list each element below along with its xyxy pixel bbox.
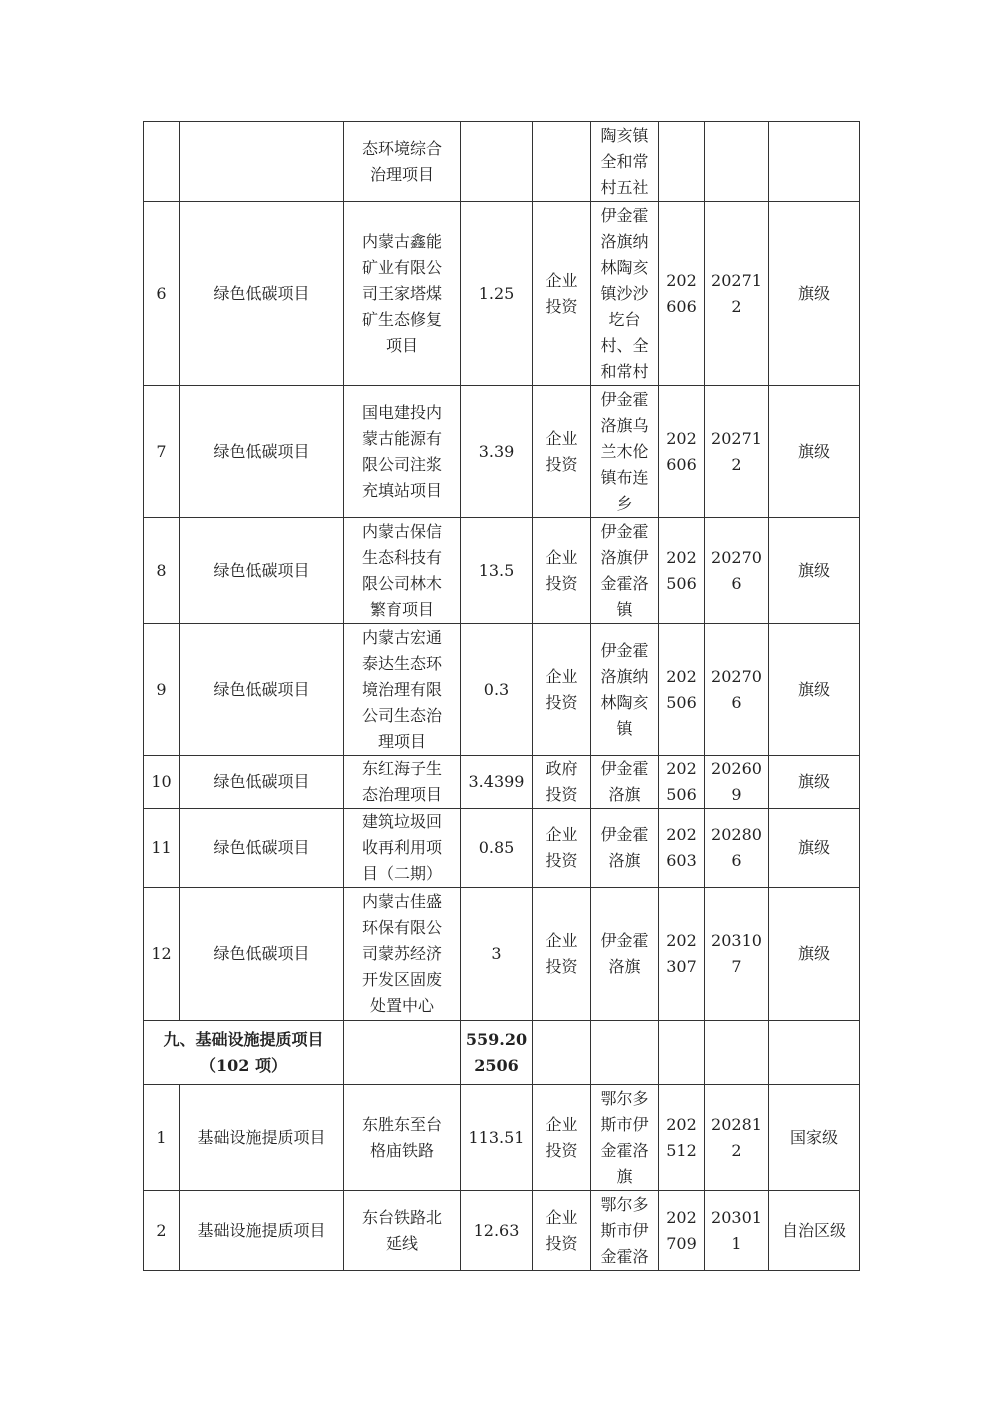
cell-level	[769, 756, 860, 809]
cell-end-text: 20270 6	[711, 547, 762, 593]
cell-end-text: 20270 6	[711, 666, 762, 712]
cell-amount	[461, 888, 533, 1021]
section-amount	[461, 1021, 533, 1085]
cell-type	[533, 624, 591, 756]
cell-no-text: 2	[156, 1220, 167, 1240]
cell-level-text: 旗级	[797, 679, 830, 699]
cell-name	[344, 756, 461, 809]
cell-type-text: 企业 投资	[545, 547, 578, 593]
cell-start	[659, 518, 705, 624]
section-empty-cell	[344, 1021, 461, 1085]
cell-no	[144, 756, 180, 809]
cell-name	[344, 624, 461, 756]
cell-category	[180, 1085, 344, 1191]
section-amount-text: 559.20 2506	[465, 1029, 528, 1075]
cell-start	[659, 1191, 705, 1271]
section-empty-cell	[659, 1021, 705, 1085]
cell-no	[144, 809, 180, 888]
cell-location-text: 伊金霍 洛旗纳 林陶亥 镇	[600, 640, 649, 738]
cell-type	[533, 1191, 591, 1271]
cell-location	[591, 888, 659, 1021]
cell-no-text: 9	[156, 679, 167, 699]
cell-start-text: 202 709	[666, 1207, 697, 1253]
cell-end	[705, 386, 769, 518]
cell-start	[659, 386, 705, 518]
cell-no	[144, 518, 180, 624]
cell-category-text: 绿色低碳项目	[213, 441, 310, 461]
cell-name-text: 内蒙古宏通 泰达生态环 境治理有限 公司生态治 理项目	[361, 627, 442, 751]
cell-location	[591, 386, 659, 518]
cell-name-text: 东胜东至台 格庙铁路	[361, 1114, 442, 1160]
cell-name-text: 东台铁路北 延线	[361, 1207, 442, 1253]
cell-category-text: 基础设施提质项目	[197, 1127, 326, 1147]
cell-level	[769, 202, 860, 386]
cell-location	[591, 809, 659, 888]
table-row	[144, 809, 860, 888]
cell-end-text: 20301 1	[711, 1207, 762, 1253]
cell-name	[344, 809, 461, 888]
cell-amount	[461, 809, 533, 888]
cell-level-text: 旗级	[797, 283, 830, 303]
cell-name-text: 建筑垃圾回 收再利用项 目（二期）	[361, 812, 442, 883]
cell-category	[180, 1191, 344, 1271]
cell-type-text: 企业 投资	[545, 428, 578, 474]
cell-type	[533, 202, 591, 386]
cell-start	[659, 122, 705, 202]
cell-end	[705, 122, 769, 202]
cell-no-text: 8	[156, 560, 167, 580]
cell-location	[591, 122, 659, 202]
cell-category-text: 绿色低碳项目	[213, 679, 310, 699]
cell-level	[769, 888, 860, 1021]
cell-type	[533, 809, 591, 888]
cell-location	[591, 518, 659, 624]
cell-end	[705, 1191, 769, 1271]
cell-end-text: 20271 2	[711, 270, 762, 316]
cell-end	[705, 1085, 769, 1191]
cell-amount	[461, 1085, 533, 1191]
cell-start	[659, 1085, 705, 1191]
table-row	[144, 1191, 860, 1271]
cell-amount	[461, 122, 533, 202]
cell-type	[533, 386, 591, 518]
cell-type	[533, 122, 591, 202]
cell-no	[144, 1085, 180, 1191]
cell-location-text: 伊金霍 洛旗	[600, 931, 649, 976]
cell-level	[769, 122, 860, 202]
cell-amount-text: 3	[491, 944, 502, 963]
cell-amount-text: 3.4399	[468, 772, 525, 791]
cell-name-text: 内蒙古鑫能 矿业有限公 司王家塔煤 矿生态修复 项目	[361, 231, 442, 355]
cell-type-text: 企业 投资	[545, 825, 578, 870]
cell-no	[144, 624, 180, 756]
cell-type-text: 企业 投资	[545, 270, 578, 316]
cell-end	[705, 756, 769, 809]
table-row	[144, 756, 860, 809]
cell-level-text: 自治区级	[781, 1220, 846, 1240]
cell-level-text: 旗级	[797, 944, 830, 963]
cell-no-text: 10	[151, 772, 172, 791]
cell-name-text: 内蒙古佳盛 环保有限公 司蒙苏经济 开发区固废 处置中心	[361, 892, 442, 1015]
cell-no-text: 12	[151, 944, 172, 963]
cell-location-text: 伊金霍 洛旗乌 兰木伦 镇布连 乡	[600, 389, 649, 513]
cell-name	[344, 122, 461, 202]
cell-start	[659, 756, 705, 809]
cell-name	[344, 888, 461, 1021]
cell-type-text: 企业 投资	[545, 666, 578, 712]
cell-category	[180, 624, 344, 756]
cell-location	[591, 756, 659, 809]
cell-end-text: 20281 2	[711, 1114, 762, 1160]
cell-start	[659, 202, 705, 386]
cell-no	[144, 386, 180, 518]
cell-amount-text: 12.63	[473, 1220, 520, 1240]
cell-end	[705, 518, 769, 624]
cell-no-text: 1	[156, 1127, 167, 1147]
cell-category-text: 绿色低碳项目	[213, 772, 310, 791]
cell-category-text: 绿色低碳项目	[213, 560, 310, 580]
section-title	[144, 1021, 344, 1085]
table-row	[144, 1085, 860, 1191]
cell-category	[180, 122, 344, 202]
cell-name-text: 国电建投内 蒙古能源有 限公司注浆 充填站项目	[361, 402, 442, 500]
cell-amount-text: 13.5	[478, 560, 515, 580]
cell-no	[144, 1191, 180, 1271]
cell-start	[659, 624, 705, 756]
cell-category	[180, 518, 344, 624]
cell-end	[705, 624, 769, 756]
cell-level-text: 旗级	[797, 838, 830, 857]
cell-location-text: 伊金霍 洛旗	[600, 759, 649, 804]
cell-start-text: 202 606	[666, 270, 697, 316]
cell-type	[533, 518, 591, 624]
cell-end	[705, 809, 769, 888]
cell-start-text: 202 603	[666, 825, 697, 870]
cell-level	[769, 809, 860, 888]
section-empty-cell	[533, 1021, 591, 1085]
cell-location-text: 伊金霍 洛旗伊 金霍洛 镇	[600, 521, 649, 619]
cell-start	[659, 888, 705, 1021]
cell-end-text: 20271 2	[711, 428, 762, 474]
section-empty-cell	[705, 1021, 769, 1085]
cell-end-text: 20260 9	[711, 759, 762, 804]
cell-amount	[461, 386, 533, 518]
cell-type	[533, 888, 591, 1021]
cell-amount-text: 0.3	[483, 679, 510, 699]
cell-end-text: 20310 7	[711, 931, 762, 976]
cell-name	[344, 202, 461, 386]
cell-level	[769, 518, 860, 624]
cell-location	[591, 624, 659, 756]
cell-end-text: 20280 6	[711, 825, 762, 870]
section-row	[144, 1021, 860, 1085]
cell-name	[344, 1191, 461, 1271]
cell-end	[705, 888, 769, 1021]
cell-amount	[461, 518, 533, 624]
cell-location	[591, 1191, 659, 1271]
cell-start-text: 202 512	[666, 1114, 697, 1160]
section-empty-cell	[769, 1021, 860, 1085]
cell-no	[144, 122, 180, 202]
cell-amount-text: 3.39	[478, 441, 515, 461]
cell-level	[769, 624, 860, 756]
cell-location	[591, 202, 659, 386]
cell-name	[344, 1085, 461, 1191]
cell-type-text: 政府 投资	[545, 759, 578, 804]
cell-start-text: 202 506	[666, 759, 697, 804]
table-row	[144, 386, 860, 518]
cell-name-text: 内蒙古保信 生态科技有 限公司林木 繁育项目	[361, 521, 442, 619]
cell-category-text: 基础设施提质项目	[197, 1220, 326, 1240]
cell-category	[180, 888, 344, 1021]
cell-amount	[461, 1191, 533, 1271]
cell-start	[659, 809, 705, 888]
cell-level	[769, 1191, 860, 1271]
table-row	[144, 518, 860, 624]
cell-level	[769, 386, 860, 518]
cell-category-text: 绿色低碳项目	[213, 944, 310, 963]
cell-category-text: 绿色低碳项目	[213, 283, 310, 303]
cell-level-text: 国家级	[789, 1127, 838, 1147]
cell-no-text: 6	[156, 283, 167, 303]
cell-category-text: 绿色低碳项目	[213, 838, 310, 857]
cell-level-text: 旗级	[797, 441, 830, 461]
table-row	[144, 202, 860, 386]
cell-category	[180, 202, 344, 386]
cell-type	[533, 756, 591, 809]
cell-amount	[461, 756, 533, 809]
project-table	[143, 121, 860, 1271]
section-title-text: 九、基础设施提质项目 （102 项）	[163, 1029, 324, 1075]
cell-type-text: 企业 投资	[545, 931, 578, 976]
cell-location-text: 陶亥镇 全和常 村五社	[600, 125, 649, 197]
section-empty-cell	[591, 1021, 659, 1085]
cell-location-text: 鄂尔多 斯市伊 金霍洛	[600, 1194, 649, 1266]
cell-name-text: 态环境综合 治理项目	[361, 138, 442, 184]
cell-level-text: 旗级	[797, 772, 830, 791]
cell-no-text: 7	[156, 441, 167, 461]
cell-type-text: 企业 投资	[545, 1114, 578, 1160]
cell-amount-text: 0.85	[478, 838, 515, 857]
cell-amount-text: 113.51	[468, 1127, 525, 1147]
cell-end	[705, 202, 769, 386]
cell-category	[180, 756, 344, 809]
cell-amount-text: 1.25	[478, 283, 515, 303]
cell-start-text: 202 307	[666, 931, 697, 976]
cell-amount	[461, 202, 533, 386]
cell-level-text: 旗级	[797, 560, 830, 580]
cell-category	[180, 386, 344, 518]
cell-start-text: 202 506	[666, 666, 697, 712]
cell-category	[180, 809, 344, 888]
cell-level	[769, 1085, 860, 1191]
cell-name	[344, 386, 461, 518]
table-row	[144, 122, 860, 202]
cell-no-text: 11	[151, 838, 172, 857]
cell-start-text: 202 506	[666, 547, 697, 593]
table-row	[144, 888, 860, 1021]
cell-no	[144, 888, 180, 1021]
table-row	[144, 624, 860, 756]
cell-location-text: 伊金霍 洛旗纳 林陶亥 镇沙沙 圪台 村、全 和常村	[600, 205, 649, 381]
cell-location-text: 鄂尔多 斯市伊 金霍洛 旗	[600, 1088, 649, 1186]
cell-location	[591, 1085, 659, 1191]
cell-no	[144, 202, 180, 386]
cell-amount	[461, 624, 533, 756]
cell-start-text: 202 606	[666, 428, 697, 474]
cell-type	[533, 1085, 591, 1191]
cell-name	[344, 518, 461, 624]
cell-name-text: 东红海子生 态治理项目	[361, 759, 442, 804]
cell-type-text: 企业 投资	[545, 1207, 578, 1253]
cell-location-text: 伊金霍 洛旗	[600, 825, 649, 870]
